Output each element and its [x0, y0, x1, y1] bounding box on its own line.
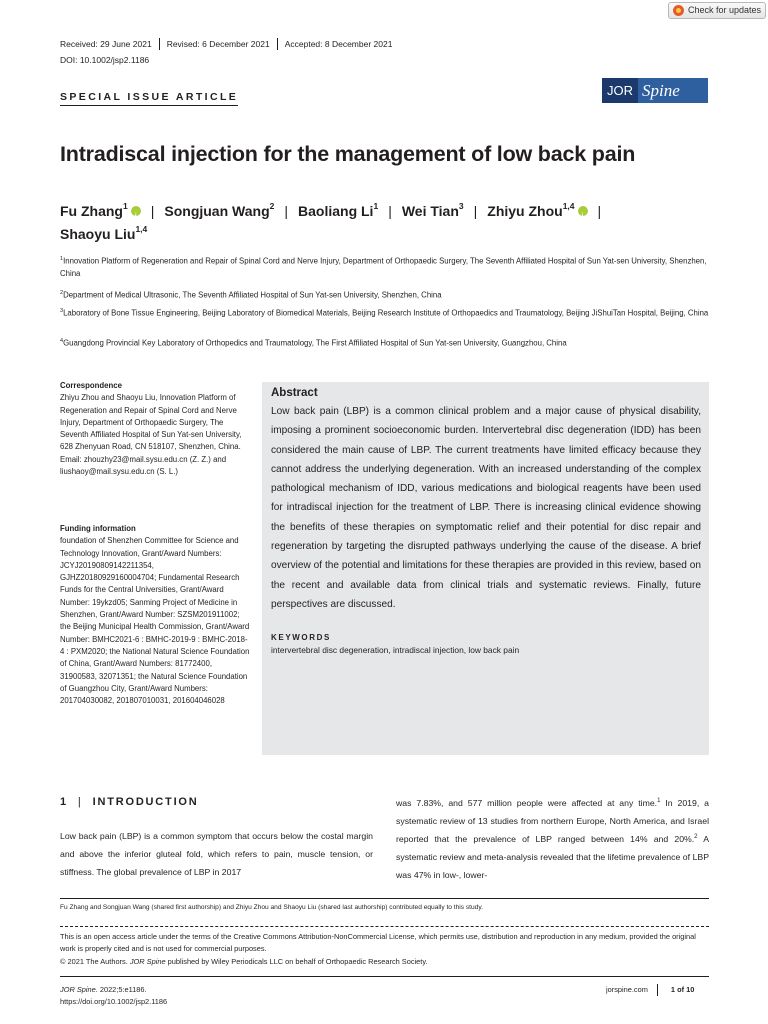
footer-divider	[60, 976, 709, 977]
correspondence-text: Zhiyu Zhou and Shaoyu Liu, Innovation Platform of Regeneration and Repair of Spinal Cord and Nerve Injury, Department of Orthopaedic Surgery, The Seventh Affiliated Hospital of Sun Yat-sen University, 628 Zhenyuan Road, CN 518107, Shenzhen, China.	[60, 393, 242, 452]
abstract-box	[262, 382, 709, 755]
affiliation: $^2$Department of Medical Ultrasonic, The Seventh Affiliated Hospital of Sun Yat-sen University, Shenzhen, China	[60, 290, 442, 300]
correspondence	[60, 380, 250, 478]
page-number: 1 of 10	[670, 985, 695, 994]
keywords: intervertebral disc degeneration, intradiscal injection, low back pain	[271, 645, 520, 656]
affiliation: $^4$Guangdong Provincial Key Laboratory of Orthopedics and Traumatology, The First Affiliated Hospital of Sun Yat-sen University, Guangzhou, China	[60, 338, 567, 348]
author[interactable]: Songjuan Wang$^2$	[164, 201, 275, 219]
affiliation: $^1$Innovation Platform of Regeneration and Repair of Spinal Cord and Nerve Injury, Department of Orthopaedic Surgery, The Seventh Affiliated Hospital of Sun Yat-sen University, Shenzhen, China	[60, 256, 707, 279]
author-list: Fu Zhang$^1$i | Songjuan Wang$^2$ | Baoliang Li$^1$ | Wei Tian$^3$ | Zhiyu Zhou$^{1,4}$i | Shaoyu Liu$^{1,4}$	[60, 200, 710, 246]
journal-logo	[602, 78, 708, 103]
abstract-heading: Abstract	[271, 387, 318, 399]
correspondence-email[interactable]: Email: zhouzhy23@mail.sysu.edu.cn (Z. Z.) and liushaoy@mail.sysu.edu.cn (S. L.)	[60, 454, 227, 477]
license-divider	[60, 926, 709, 927]
doi-link[interactable]: https://doi.org/10.1002/jsp2.1186	[60, 997, 168, 1007]
footer-citation: JOR Spine. 2022;5:e1186. https://doi.org/10.1002/jsp2.1186	[60, 985, 168, 1007]
affiliation: $^3$Laboratory of Bone Tissue Engineering, Beijing Laboratory of Biomedical Materials, Beijing Research Institute of Orthopaedics and Traumatology, Beijing JiShuiTan Hospital, Beijing, China	[60, 308, 709, 318]
funding-text: foundation of Shenzhen Committee for Science and Technology Innovation, Grant/Award Numbers: JCYJ20190809142211354, GJHZ20180929160004704; Fundamental Research Funds for the Central Universities, Grant/Award Number: 19ykzd05; Sanming Project of Medicine in Shenzhen, Grant/Award Number: SZSM201911002; the Beijing Municipal Health Commission, Grant/Award Number: BMHC2021-6 : BMHC-2019-9 : BMHC-2018-4 : PXM2020; the National Natural Science Foundation of China, Grant/Award Numbers: 81772400, 31900583, 32071351; the Natural Science Foundation of Guangzhou City, Grant/Award Numbers: 201704030082, 201807010031, 201604046028	[60, 536, 250, 706]
correspondence-heading: Correspondence	[60, 381, 122, 390]
intro-left-column: Low back pain (LBP) is a common symptom that occurs below the costal margin and above the inferior gluteal fold, which refers to pain, muscle tension, or stiffness. The global prevalence of LBP in 2017	[60, 831, 373, 877]
author-contribution-footnote: Fu Zhang and Songjuan Wang (shared first authorship) and Zhiyu Zhou and Shaoyu Liu (shared last authorship) contributed equally to this study.	[60, 904, 483, 911]
author[interactable]: Fu Zhang$^1$i	[60, 203, 141, 219]
revised-date: Revised: 6 December 2021	[160, 38, 278, 50]
citation-ref[interactable]: 1	[657, 798, 661, 804]
keywords-heading: KEYWORDS	[271, 633, 331, 643]
journal-site-link[interactable]: jorspine.com	[606, 984, 658, 996]
citation-ref[interactable]: 2	[694, 834, 698, 840]
article-type: SPECIAL ISSUE ARTICLE	[60, 91, 238, 106]
check-for-updates-label: Check for updates	[688, 5, 762, 15]
abstract-text: Low back pain (LBP) is a common clinical problem and a major cause of physical disability, imposing a prominent socioeconomic burden. Intervertebral disc degeneration (IDD) has been considered the main cause of LBP. The current treatments have limited efficacy because they cannot address the underlying degeneration. With an increased understanding of the complex pathological mechanism of IDD, various medications and biological reagents have been used for intradiscal injection for the treatment of LBP. There is increasing clinical evidence showing the benefits of these therapies on symptomatic relief and their potential for disc repair and regeneration by targeting the disrupted pathways underlying the cause of the disease. A brief overview of the potential and limitations for these therapies are provided in this review, based on the recent and available data from clinical trials and systematic reviews. Finally, future perspectives are discussed.	[271, 406, 701, 610]
journal-logo-name: Spine	[638, 78, 708, 103]
accepted-date: Accepted: 8 December 2021	[284, 39, 393, 49]
section-heading: 1 | INTRODUCTION	[60, 796, 199, 808]
funding-heading: Funding information	[60, 524, 136, 533]
author[interactable]: Zhiyu Zhou$^{1,4}$i	[487, 203, 587, 219]
author[interactable]: Baoliang Li$^1$	[298, 201, 379, 219]
article-dates	[60, 38, 399, 50]
orcid-icon[interactable]	[578, 206, 588, 216]
journal-logo-prefix: JOR	[602, 78, 638, 103]
crossmark-icon	[673, 5, 684, 16]
footnote-divider	[60, 898, 709, 899]
received-date: Received: 29 June 2021	[60, 38, 160, 50]
doi: DOI: 10.1002/jsp2.1186	[60, 55, 150, 65]
intro-right-column: was 7.83%, and 577 million people were affected at any time.$^1$ In 2019, a systematic review of 13 studies from northern Europe, North America, and Israel reported that the prevalence of LBP ranged between 14% and 20%.$^2$ A systematic review and meta-analysis revealed that the lifetime prevalence of LBP was 47% in low-, lower-	[396, 798, 710, 880]
check-for-updates-button[interactable]	[668, 2, 766, 19]
license-text: This is an open access article under the terms of the Creative Commons Attribution-NonCommercial License, which permits use, distribution and reproduction in any medium, provided the original work is properly cited and is not used for commercial purposes. © 2021 The Authors. JOR Spine published by Wiley Periodicals LLC on behalf of Orthopaedic Research Society.	[60, 932, 696, 966]
funding-information	[60, 523, 250, 707]
author[interactable]: Wei Tian$^3$	[401, 201, 464, 219]
footer-page-info	[606, 984, 694, 996]
author[interactable]: Shaoyu Liu$^{1,4}$	[60, 224, 148, 242]
article-title: Intradiscal injection for the management of low back pain	[60, 142, 636, 166]
orcid-icon[interactable]	[131, 206, 141, 216]
